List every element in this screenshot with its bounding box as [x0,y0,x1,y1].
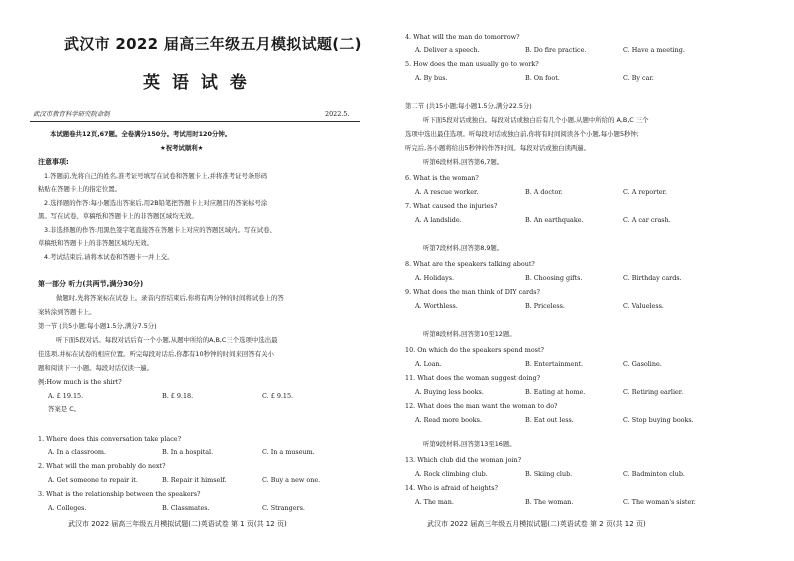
option-c: C. Valueless. [623,302,664,310]
question: 11. What does the woman suggest doing? [405,374,541,382]
option-a: A. Colleges. [48,504,87,512]
option-a: A. Get someone to repair it. [48,476,138,484]
example-question: 例:How much is the shirt? [38,378,122,386]
question: 9. What does the man think of DIY cards? [405,288,540,296]
notice-title: 注意事项: [38,158,69,166]
good-luck: ★祝考试顺利★ [160,144,204,152]
question: 2. What will the man probably do next? [38,462,166,470]
example-option-b: B. £ 9.18. [162,392,194,400]
option-a: A. In a classroom. [48,448,107,456]
option-a: A. By bus. [415,74,448,82]
question: 8. What are the speakers talking about? [405,260,535,268]
section2-desc: 听完后,各小题将给出5秒钟的作答时间。每段对话或独白读两遍。 [405,144,591,152]
note-line: 3.非选择题的作答:用黑色签字笔直接答在答题卡上对应的答题区域内。写在试卷、 [44,226,276,234]
option-b: B. Repair it himself. [162,476,227,484]
option-b: B. The woman. [525,498,574,506]
question: 3. What is the relationship between the speakers? [38,490,201,498]
exam-title: 武汉市 2022 届高三年级五月模拟试题(二) [64,35,362,53]
page-footer: 武汉市 2022 届高三年级五月模拟试题(二)英语试卷 第 1 页(共 12 页) [68,520,287,528]
section1-desc: 题和阅读下一小题。每段对话仅读一遍。 [38,364,154,372]
option-c: C. Buy a new one. [262,476,321,484]
option-b: B. Eat out less. [525,416,574,424]
question: 6. What is the woman? [405,174,479,182]
option-c: C. Birthday cards. [623,274,682,282]
part1-desc: 做题时,先将答案标在试卷上。录音内容结束后,你将有两分钟的时间将试卷上的答 [56,294,284,302]
exam-info: 本试题卷共12页,67题。全卷满分150分。考试用时120分钟。 [50,130,232,138]
option-b: B. Do fire practice. [525,46,587,54]
example-option-a: A. £ 19.15. [48,392,84,400]
option-b: B. In a hospital. [162,448,214,456]
part1-desc: 案转涂到答题卡上。 [38,308,96,316]
option-c: C. Gasoline. [623,360,662,368]
option-a: A. Read more books. [415,416,482,424]
option-c: C. The woman's sister. [623,498,696,506]
option-c: C. Retiring earlier. [623,388,684,396]
exam-date: 2022.5. [325,110,350,118]
group-header: 听第9段材料,回答第13至16题。 [423,440,516,448]
note-line: 1.答题前,先将自己的姓名,准考证号填写在试卷和答题卡上,并将准考证号条形码 [44,172,268,180]
header-rule [30,121,360,122]
note-line: 草稿纸和答题卡上的非答题区域均无效。 [38,239,154,247]
option-b: B. On foot. [525,74,560,82]
page-footer: 武汉市 2022 届高三年级五月模拟试题(二)英语试卷 第 2 页(共 12 页) [427,520,646,528]
option-b: B. Choosing gifts. [525,274,583,282]
option-b: B. Priceless. [525,302,565,310]
question: 7. What caused the injuries? [405,202,498,210]
question: 4. What will the man do tomorrow? [405,33,520,41]
option-a: A. Holidays. [415,274,455,282]
exam-subtitle: 英 语 试 卷 [143,73,250,93]
option-c: C. Badminton club. [623,470,685,478]
option-b: B. Eating at home. [525,388,586,396]
option-b: B. Skiing club. [525,470,573,478]
option-c: C. Strangers. [262,504,305,512]
part1-title: 第一部分 听力(共两节,满分30分) [38,280,144,288]
page-2 [397,0,794,561]
question: 14. Who is afraid of heights? [405,484,498,492]
option-c: C. A reporter. [623,188,667,196]
option-a: A. A landslide. [415,216,462,224]
section1-title: 第一节 (共5小题;每小题1.5分,满分7.5分) [38,322,157,330]
question: 1. Where does this conversation take place? [38,435,182,443]
note-line: 黑。写在试卷、草稿纸和答题卡上的非答题区域均无效。 [38,212,198,220]
question: 5. How does the man usually go to work? [405,60,539,68]
option-b: B. An earthquake. [525,216,584,224]
section1-desc: 佳选项,并标在试卷的相应位置。听完每段对话后,你都有10秒钟的时间来回答有关小 [38,350,274,358]
option-b: B. Entertainment. [525,360,584,368]
option-b: B. Classmates. [162,504,210,512]
example-answer: 答案是 C。 [48,405,81,413]
section2-desc: 选项中选出最佳选项。听每段对话或独白前,你将有时间阅读各个小题,每小题5秒钟; [405,130,639,138]
option-a: A. A rescue worker. [415,188,479,196]
note-line: 2.选择题的作答:每小题选出答案后,用2B铅笔把答题卡上对应题目的答案标号涂 [44,199,268,207]
issuer: 武汉市教育科学研究院命制 [33,110,110,118]
option-c: C. A car crash. [623,216,671,224]
option-c: C. Stop buying books. [623,416,694,424]
option-b: B. A doctor. [525,188,563,196]
option-a: A. Worthless. [415,302,458,310]
note-line: 4.考试结束后,请将本试卷和答题卡一并上交。 [44,253,174,261]
group-header: 听第7段材料,回答第8,9题。 [423,244,504,252]
option-c: C. Have a meeting. [623,46,685,54]
question: 12. What does the man want the woman to do? [405,402,558,410]
example-option-c: C. £ 9.15. [262,392,294,400]
option-a: A. Deliver a speech. [415,46,480,54]
option-a: A. Buying less books. [415,388,484,396]
option-c: C. In a museum. [262,448,315,456]
section2-title: 第二节 (共15小题;每小题1.5分,满分22.5分) [405,102,532,110]
question: 13. Which club did the woman join? [405,456,522,464]
section2-desc: 听下面5段对话或独白。每段对话或独白后有几个小题,从题中所给的 A,B,C 三个 [423,116,649,124]
note-line: 粘贴在答题卡上的指定位置。 [38,185,122,193]
group-header: 听第6段材料,回答第6,7题。 [423,158,504,166]
option-c: C. By car. [623,74,654,82]
group-header: 听第8段材料,回答第10至12题。 [423,330,516,338]
option-a: A. Rock climbing club. [415,470,488,478]
section1-desc: 听下面5段对话。每段对话后有一个小题,从题中所给的A,B,C三个选项中选出最 [56,336,278,344]
option-a: A. The man. [415,498,454,506]
option-a: A. Loan. [415,360,442,368]
question: 10. On which do the speakers spend most? [405,346,544,354]
